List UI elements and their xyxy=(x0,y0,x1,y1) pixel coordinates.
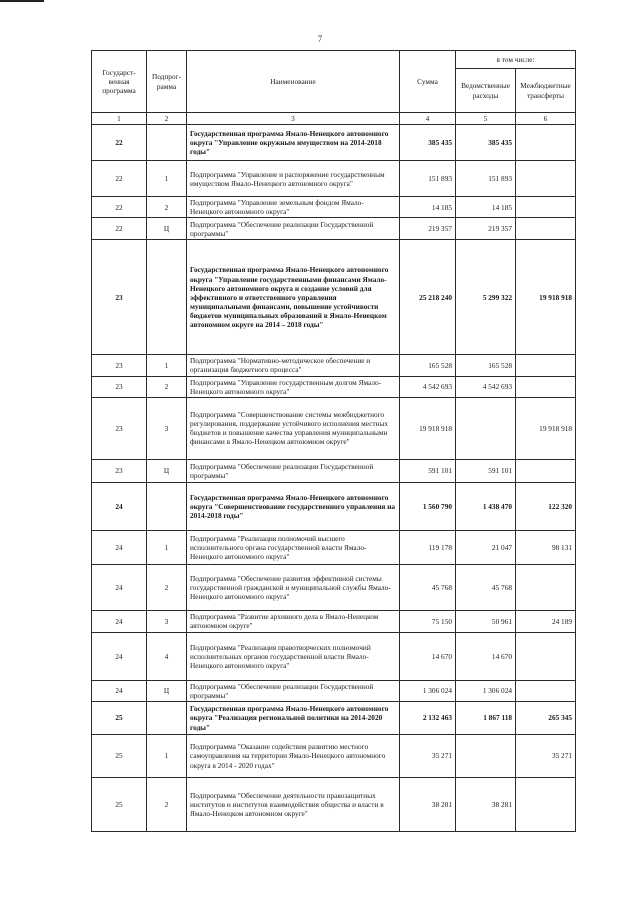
cell-departmental: 4 542 693 xyxy=(456,376,516,397)
cell-subprogram: Ц xyxy=(147,680,187,701)
cell-departmental: 591 101 xyxy=(456,459,516,482)
cell-departmental: 14 185 xyxy=(456,197,516,218)
cell-name: Подпрограмма "Управление и распоряжение государственным имуществом Ямало-Ненецкого автономного округа" xyxy=(187,161,400,197)
header-col-number: 3 xyxy=(187,113,400,125)
cell-name: Государственная программа Ямало-Ненецкого автономного округа "Управление окружным имуществом на 2014-2018 годы" xyxy=(187,125,400,161)
header-col-number: 5 xyxy=(456,113,516,125)
table-row xyxy=(92,125,576,161)
cell-transfers xyxy=(516,680,576,701)
header-subprogram: Подпрог-рамма xyxy=(147,51,187,113)
cell-sum: 219 357 xyxy=(400,218,456,240)
cell-state-program: 23 xyxy=(92,459,147,482)
cell-transfers xyxy=(516,125,576,161)
cell-transfers xyxy=(516,459,576,482)
cell-sum: 14 670 xyxy=(400,632,456,680)
cell-state-program: 23 xyxy=(92,376,147,397)
cell-departmental: 21 047 xyxy=(456,530,516,564)
cell-departmental: 219 357 xyxy=(456,218,516,240)
cell-sum: 119 178 xyxy=(400,530,456,564)
cell-transfers: 35 271 xyxy=(516,734,576,777)
table-row xyxy=(92,680,576,701)
cell-name: Государственная программа Ямало-Ненецкого автономного округа "Совершенствование государственного управления на 2014-2018 годы" xyxy=(187,482,400,530)
cell-transfers xyxy=(516,564,576,610)
header-col-number: 6 xyxy=(516,113,576,125)
cell-sum: 19 918 918 xyxy=(400,397,456,459)
cell-subprogram: 1 xyxy=(147,161,187,197)
cell-state-program: 24 xyxy=(92,610,147,632)
cell-name: Государственная программа Ямало-Ненецкого автономного округа "Управление государственными финансами Ямало-Ненецкого автономного округа и создание условий для эффективного и ответственного управления муниципальными финансами, повышение устойчивости бюджетов муниципальных образований в Ямало-Ненецком автономном округе на 2014 – 2018 годы" xyxy=(187,240,400,355)
cell-departmental: 45 768 xyxy=(456,564,516,610)
cell-subprogram xyxy=(147,125,187,161)
cell-state-program: 23 xyxy=(92,355,147,376)
cell-transfers xyxy=(516,632,576,680)
table-row xyxy=(92,530,576,564)
cell-name: Подпрограмма "Обеспечение реализации Государственной программы" xyxy=(187,680,400,701)
cell-subprogram: 3 xyxy=(147,610,187,632)
table-row xyxy=(92,397,576,459)
cell-departmental: 5 299 322 xyxy=(456,240,516,355)
cell-state-program: 22 xyxy=(92,125,147,161)
cell-sum: 14 185 xyxy=(400,197,456,218)
header-interbudget-transfers: Межбюджетные трансферты xyxy=(516,69,576,113)
cell-transfers xyxy=(516,218,576,240)
cell-subprogram: 2 xyxy=(147,564,187,610)
table-row xyxy=(92,734,576,777)
cell-name: Подпрограмма "Реализация полномочий высшего исполнительного органа государственной власти Ямало-Ненецкого автономного округа" xyxy=(187,530,400,564)
cell-subprogram: 1 xyxy=(147,530,187,564)
cell-state-program: 25 xyxy=(92,734,147,777)
cell-transfers xyxy=(516,197,576,218)
cell-name: Подпрограмма "Совершенствование системы межбюджетного регулирования, поддержание устойчивого исполнения местных бюджетов и повышение качества управления муниципальными финансами в Ямало-Ненецком автономном округе" xyxy=(187,397,400,459)
table-row xyxy=(92,610,576,632)
cell-subprogram: 4 xyxy=(147,632,187,680)
table-row xyxy=(92,161,576,197)
header-sum: Сумма xyxy=(400,51,456,113)
table-row xyxy=(92,777,576,831)
cell-sum: 38 281 xyxy=(400,777,456,831)
cell-subprogram: 1 xyxy=(147,355,187,376)
cell-subprogram: 1 xyxy=(147,734,187,777)
cell-transfers xyxy=(516,161,576,197)
cell-name: Подпрограмма "Нормативно-методическое обеспечение и организация бюджетного процесса" xyxy=(187,355,400,376)
header-col-number: 4 xyxy=(400,113,456,125)
cell-sum: 25 218 240 xyxy=(400,240,456,355)
cell-sum: 1 306 024 xyxy=(400,680,456,701)
header-state-program: Государст-венная программа xyxy=(92,51,147,113)
cell-departmental: 1 867 118 xyxy=(456,701,516,734)
cell-departmental xyxy=(456,734,516,777)
cell-transfers: 19 918 918 xyxy=(516,240,576,355)
cell-departmental: 1 438 470 xyxy=(456,482,516,530)
cell-departmental: 165 528 xyxy=(456,355,516,376)
table-row xyxy=(92,218,576,240)
cell-state-program: 24 xyxy=(92,530,147,564)
cell-sum: 4 542 693 xyxy=(400,376,456,397)
top-edge-rule xyxy=(0,0,44,2)
cell-subprogram: 2 xyxy=(147,376,187,397)
cell-sum: 165 528 xyxy=(400,355,456,376)
header-col-number: 2 xyxy=(147,113,187,125)
header-departmental-expenses: Ведомственные расходы xyxy=(456,69,516,113)
cell-state-program: 22 xyxy=(92,218,147,240)
cell-state-program: 24 xyxy=(92,632,147,680)
cell-transfers xyxy=(516,777,576,831)
cell-name: Подпрограмма "Оказание содействия развитию местного самоуправления на территории Ямало-Ненецкого автономного округа в 2014 - 2020 годах" xyxy=(187,734,400,777)
table-row xyxy=(92,355,576,376)
cell-sum: 35 271 xyxy=(400,734,456,777)
cell-transfers: 19 918 918 xyxy=(516,397,576,459)
table-row xyxy=(92,701,576,734)
table-row xyxy=(92,376,576,397)
table-body xyxy=(92,125,576,832)
cell-name: Подпрограмма "Управление земельным фондом Ямало-Ненецкого автономного округа" xyxy=(187,197,400,218)
cell-subprogram xyxy=(147,701,187,734)
budget-table xyxy=(91,50,576,832)
cell-sum: 75 150 xyxy=(400,610,456,632)
cell-transfers xyxy=(516,376,576,397)
cell-subprogram: 3 xyxy=(147,397,187,459)
cell-subprogram: Ц xyxy=(147,459,187,482)
page-number: 7 xyxy=(317,34,323,44)
cell-transfers: 24 189 xyxy=(516,610,576,632)
cell-departmental: 1 306 024 xyxy=(456,680,516,701)
cell-sum: 1 560 790 xyxy=(400,482,456,530)
cell-sum: 151 893 xyxy=(400,161,456,197)
cell-sum: 2 132 463 xyxy=(400,701,456,734)
cell-transfers xyxy=(516,355,576,376)
header-name: Наименование xyxy=(187,51,400,113)
cell-name: Подпрограмма "Обеспечение деятельности правозащитных институтов и институтов взаимодействия общества и власти в Ямало-Ненецком автономном округе" xyxy=(187,777,400,831)
cell-name: Подпрограмма "Обеспечение развития эффективной системы государственной гражданской и муниципальной службы Ямало-Ненецкого автономного округа" xyxy=(187,564,400,610)
header-col-number: 1 xyxy=(92,113,147,125)
table-row xyxy=(92,482,576,530)
cell-name: Подпрограмма "Развитие архивного дела в Ямало-Ненецком автономном округе" xyxy=(187,610,400,632)
cell-departmental: 14 670 xyxy=(456,632,516,680)
cell-state-program: 22 xyxy=(92,197,147,218)
cell-state-program: 24 xyxy=(92,680,147,701)
cell-transfers: 98 131 xyxy=(516,530,576,564)
cell-name: Подпрограмма "Обеспечение реализации Государственной программы" xyxy=(187,459,400,482)
cell-state-program: 24 xyxy=(92,564,147,610)
table-row xyxy=(92,459,576,482)
cell-subprogram xyxy=(147,482,187,530)
cell-state-program: 25 xyxy=(92,701,147,734)
table-row xyxy=(92,632,576,680)
cell-sum: 385 435 xyxy=(400,125,456,161)
cell-name: Государственная программа Ямало-Ненецкого автономного округа "Реализация региональной политики на 2014-2020 годы" xyxy=(187,701,400,734)
cell-state-program: 25 xyxy=(92,777,147,831)
cell-state-program: 23 xyxy=(92,240,147,355)
cell-state-program: 24 xyxy=(92,482,147,530)
cell-departmental: 38 281 xyxy=(456,777,516,831)
cell-departmental: 151 893 xyxy=(456,161,516,197)
table-row xyxy=(92,564,576,610)
header-including: в том числе: xyxy=(456,51,576,69)
cell-subprogram xyxy=(147,240,187,355)
cell-subprogram: Ц xyxy=(147,218,187,240)
cell-name: Подпрограмма "Обеспечение реализации Государственной программы" xyxy=(187,218,400,240)
cell-state-program: 22 xyxy=(92,161,147,197)
cell-departmental xyxy=(456,397,516,459)
table-row xyxy=(92,197,576,218)
cell-name: Подпрограмма "Управление государственным долгом Ямало-Ненецкого автономного округа" xyxy=(187,376,400,397)
cell-name: Подпрограмма "Реализация правотворческих полномочий исполнительных органов государственной власти Ямало-Ненецкого автономного округа" xyxy=(187,632,400,680)
table-row xyxy=(92,240,576,355)
cell-subprogram: 2 xyxy=(147,197,187,218)
cell-subprogram: 2 xyxy=(147,777,187,831)
cell-state-program: 23 xyxy=(92,397,147,459)
cell-transfers: 265 345 xyxy=(516,701,576,734)
cell-departmental: 50 961 xyxy=(456,610,516,632)
cell-sum: 591 101 xyxy=(400,459,456,482)
cell-departmental: 385 435 xyxy=(456,125,516,161)
cell-sum: 45 768 xyxy=(400,564,456,610)
cell-transfers: 122 320 xyxy=(516,482,576,530)
